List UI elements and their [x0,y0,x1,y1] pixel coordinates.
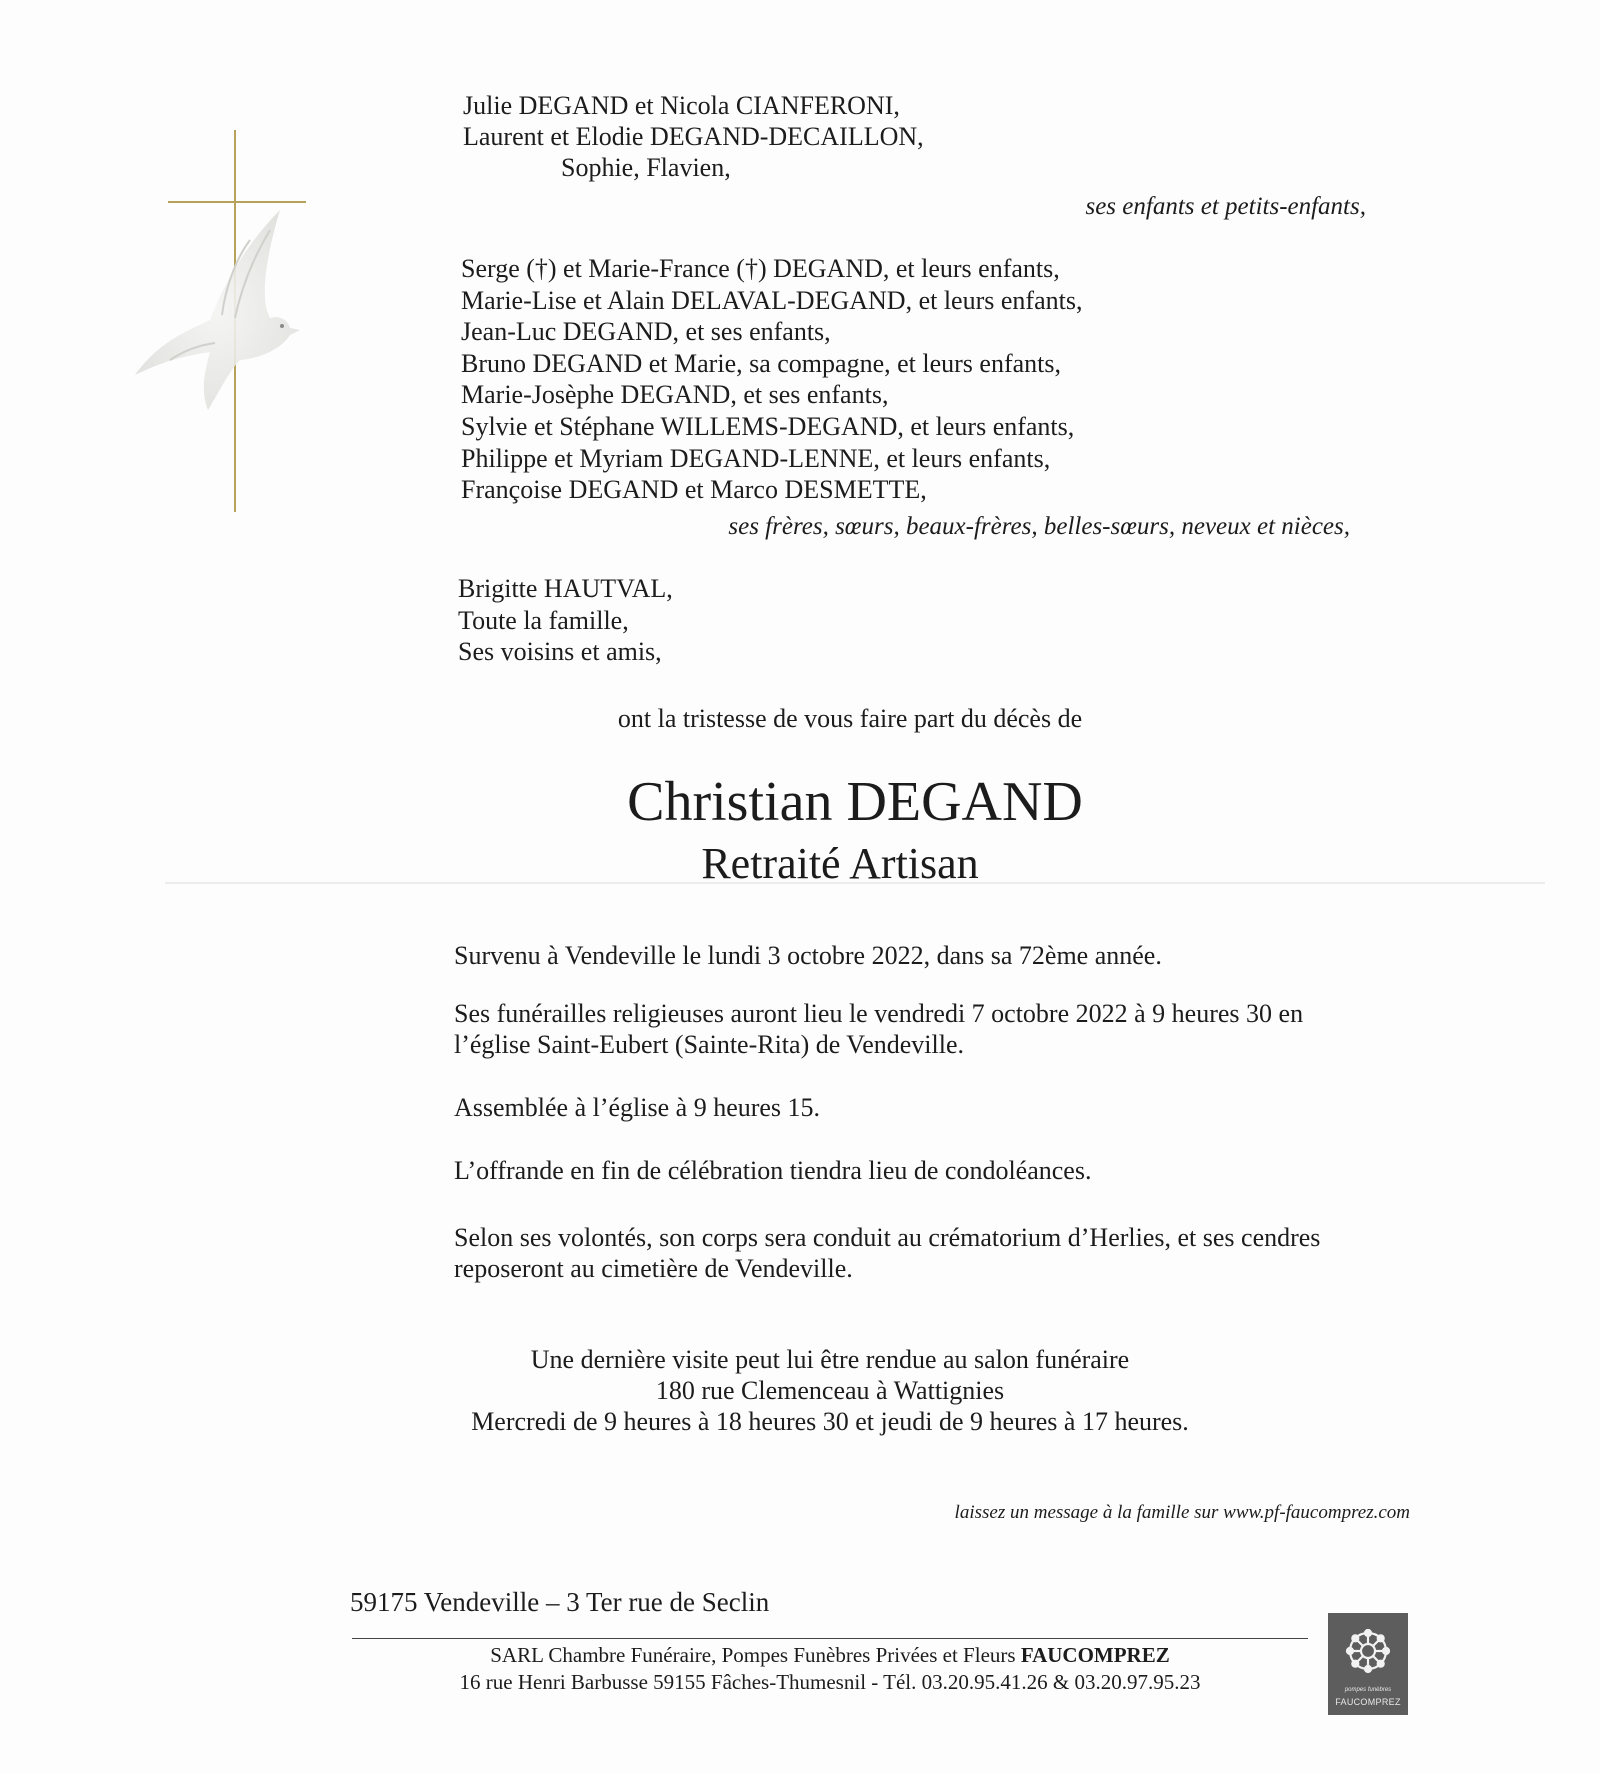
assembly-time: Assemblée à l’église à 9 heures 15. [454,1093,821,1122]
funeral-home-footer [330,1642,1330,1696]
visit-info [420,1344,1240,1437]
sibling-line: Philippe et Myriam DEGAND-LENNE, et leurs enfants, [461,443,1051,473]
deceased-title: Retraité Artisan [701,839,979,888]
announcement-intro: ont la tristesse de vous faire part du décès de [617,704,1083,733]
others-line: Toute la famille, [458,605,629,635]
footer-divider [352,1638,1308,1639]
funeral-line: l’église Saint-Eubert (Sainte-Rita) de Vendeville. [454,1030,964,1059]
footer-line-2: 16 rue Henri Barbusse 59155 Fâches-Thumesnil - Tél. 03.20.95.41.26 & 03.20.97.95.23 [459,1670,1201,1694]
death-notice: Survenu à Vendeville le lundi 3 octobre 2022, dans sa 72ème année. [454,941,1162,970]
wishes-line: reposeront au cimetière de Vendeville. [454,1254,853,1283]
others-line: Brigitte HAUTVAL, [458,574,673,603]
faucomprez-logo [1328,1613,1408,1715]
funeral-line: Ses funérailles religieuses auront lieu le vendredi 7 octobre 2022 à 9 heures 30 en [454,999,1304,1028]
sibling-line: Marie-Josèphe DEGAND, et ses enfants, [461,380,889,410]
web-message: laissez un message à la famille sur www.pf-faucomprez.com [954,1502,1410,1523]
visit-line: Une dernière visite peut lui être rendue au salon funéraire [530,1345,1130,1374]
wishes-line: Selon ses volontés, son corps sera conduit au crématorium d’Herlies, et ses cendres [454,1223,1321,1252]
rosette-icon [1328,1613,1408,1685]
siblings-caption: ses frères, sœurs, beaux-frères, belles-sœurs, neveux et nièces, [728,513,1350,540]
children-caption: ses enfants et petits-enfants, [1085,193,1366,220]
dove-icon [130,200,320,440]
sibling-line: Marie-Lise et Alain DELAVAL-DEGAND, et leurs enfants, [461,285,1083,315]
sibling-line: Bruno DEGAND et Marie, sa compagne, et leurs enfants, [461,348,1061,378]
wishes-note [454,1222,1320,1284]
grandchildren-line: Sophie, Flavien, [561,153,731,182]
family-address: 59175 Vendeville – 3 Ter rue de Seclin [350,1587,770,1617]
logo-tagline: pompes funèbres [1344,1687,1392,1693]
logo-name: FAUCOMPREZ [1335,1697,1401,1707]
children-line: Laurent et Elodie DEGAND-DECAILLON, [463,122,924,151]
others-line: Ses voisins et amis, [458,637,662,666]
funeral-details [454,998,1303,1060]
footer-brand: FAUCOMPREZ [1020,1643,1170,1667]
sibling-line: Sylvie et Stéphane WILLEMS-DEGAND, et leurs enfants, [461,411,1075,441]
footer-company: SARL Chambre Funéraire, Pompes Funèbres Privées et Fleurs [490,1643,1021,1667]
others-list [458,573,673,668]
footer-line-1 [330,1642,1330,1669]
offering-note: L’offrande en fin de célébration tiendra lieu de condoléances. [454,1156,1092,1185]
sibling-line: Jean-Luc DEGAND, et ses enfants, [461,317,831,347]
sibling-line: Serge (†) et Marie-France (†) DEGAND, et leurs enfants, [461,254,1060,283]
visit-hours: Mercredi de 9 heures à 18 heures 30 et jeudi de 9 heures à 17 heures. [471,1407,1189,1436]
visit-address: 180 rue Clemenceau à Wattignies [655,1376,1005,1405]
children-line: Julie DEGAND et Nicola CIANFERONI, [463,91,900,120]
siblings-list [461,253,1082,506]
children-list [463,90,924,183]
deceased-name: Christian DEGAND [627,771,1083,833]
sibling-line: Françoise DEGAND et Marco DESMETTE, [461,475,927,505]
